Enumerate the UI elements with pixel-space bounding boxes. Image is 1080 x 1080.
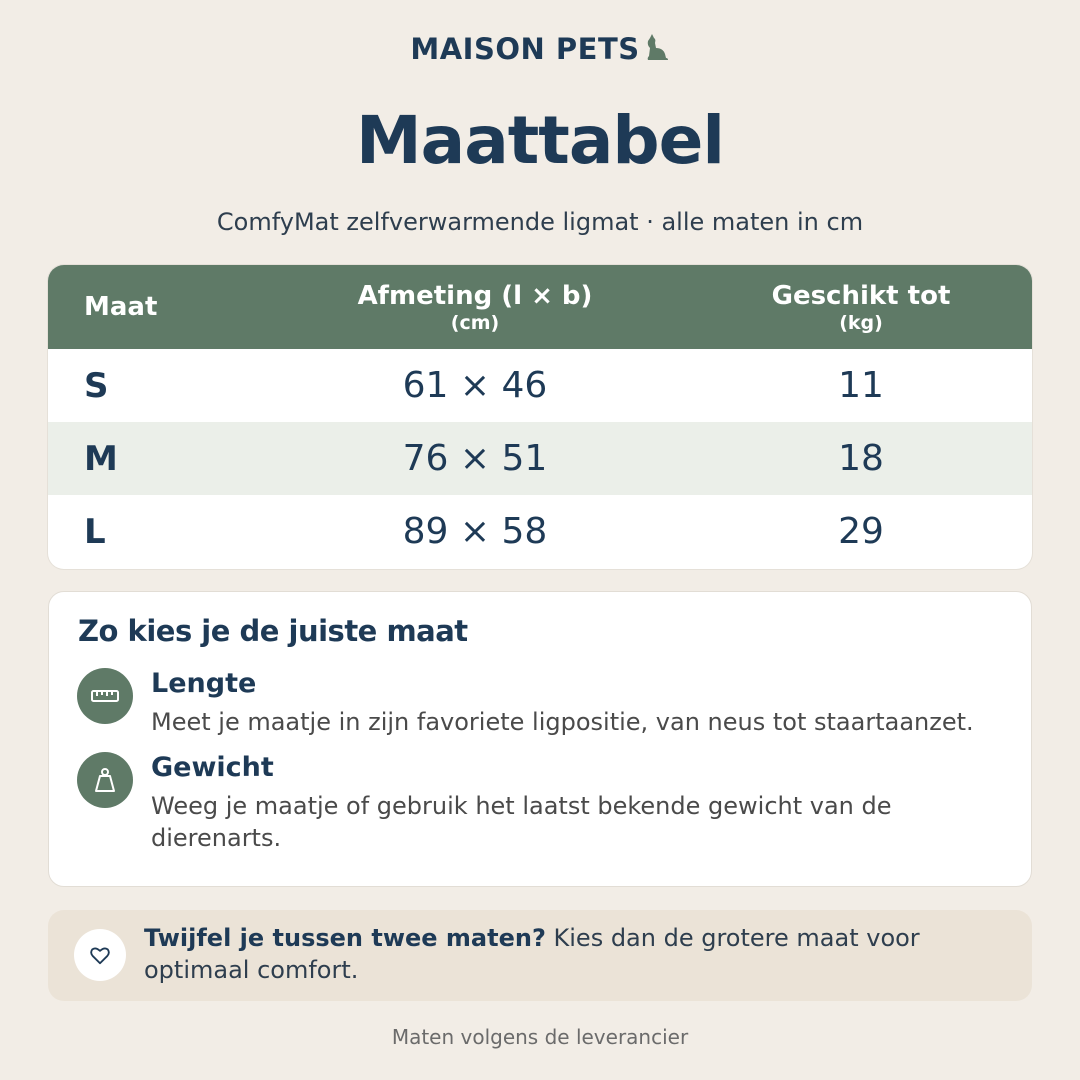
size-guide-card bbox=[48, 591, 1032, 887]
cell-geschikt: 11 bbox=[838, 365, 884, 406]
page-title: Maattabel bbox=[355, 102, 725, 179]
header-afmeting-unit: (cm) bbox=[450, 311, 500, 334]
header-geschikt bbox=[698, 265, 1024, 349]
tip-text bbox=[144, 922, 994, 986]
table-row bbox=[48, 495, 1032, 568]
cell-afmeting: 76 × 51 bbox=[402, 438, 548, 479]
table-header bbox=[48, 265, 1032, 349]
cell-maat: M bbox=[84, 438, 118, 479]
cell-geschikt: 29 bbox=[838, 511, 884, 552]
ruler-icon bbox=[77, 668, 133, 724]
cell-afmeting: 61 × 46 bbox=[402, 365, 548, 406]
header-geschikt-label: Geschikt tot bbox=[771, 280, 951, 311]
header-geschikt-unit: (kg) bbox=[839, 311, 883, 334]
cell-afmeting: 89 × 58 bbox=[402, 511, 548, 552]
size-table bbox=[48, 265, 1032, 569]
footer-note: Maten volgens de leverancier bbox=[391, 1025, 689, 1049]
table-row bbox=[48, 349, 1032, 422]
cell-maat: L bbox=[84, 511, 106, 552]
cell-maat: S bbox=[84, 365, 109, 406]
tip-banner bbox=[48, 910, 1032, 1001]
page-subtitle: ComfyMat zelfverwarmende ligmat · alle maten in cm bbox=[216, 208, 864, 236]
header-afmeting-label: Afmeting (l × b) bbox=[357, 280, 593, 311]
guide-item-heading: Lengte bbox=[151, 668, 257, 699]
table-row bbox=[48, 422, 1032, 495]
cat-icon bbox=[644, 34, 670, 62]
guide-item-text: Weeg je maatje of gebruik het laatst bekende gewicht van de dierenarts. bbox=[151, 792, 892, 852]
brand-logo bbox=[0, 32, 1080, 66]
header-maat: Maat bbox=[84, 292, 158, 322]
guide-item-heading: Gewicht bbox=[151, 752, 274, 783]
guide-item-text: Meet je maatje in zijn favoriete ligpositie, van neus tot staartaanzet. bbox=[151, 708, 974, 736]
cell-geschikt: 18 bbox=[838, 438, 884, 479]
tip-body: Kies dan de grotere maat voor optimaal comfort. bbox=[144, 924, 920, 984]
weight-icon bbox=[77, 752, 133, 808]
guide-title: Zo kies je de juiste maat bbox=[78, 614, 468, 648]
tip-bold: Twijfel je tussen twee maten? bbox=[144, 924, 546, 952]
heart-icon bbox=[74, 929, 126, 981]
header-afmeting bbox=[276, 265, 674, 349]
brand-name: MAISON PETS bbox=[410, 32, 640, 66]
